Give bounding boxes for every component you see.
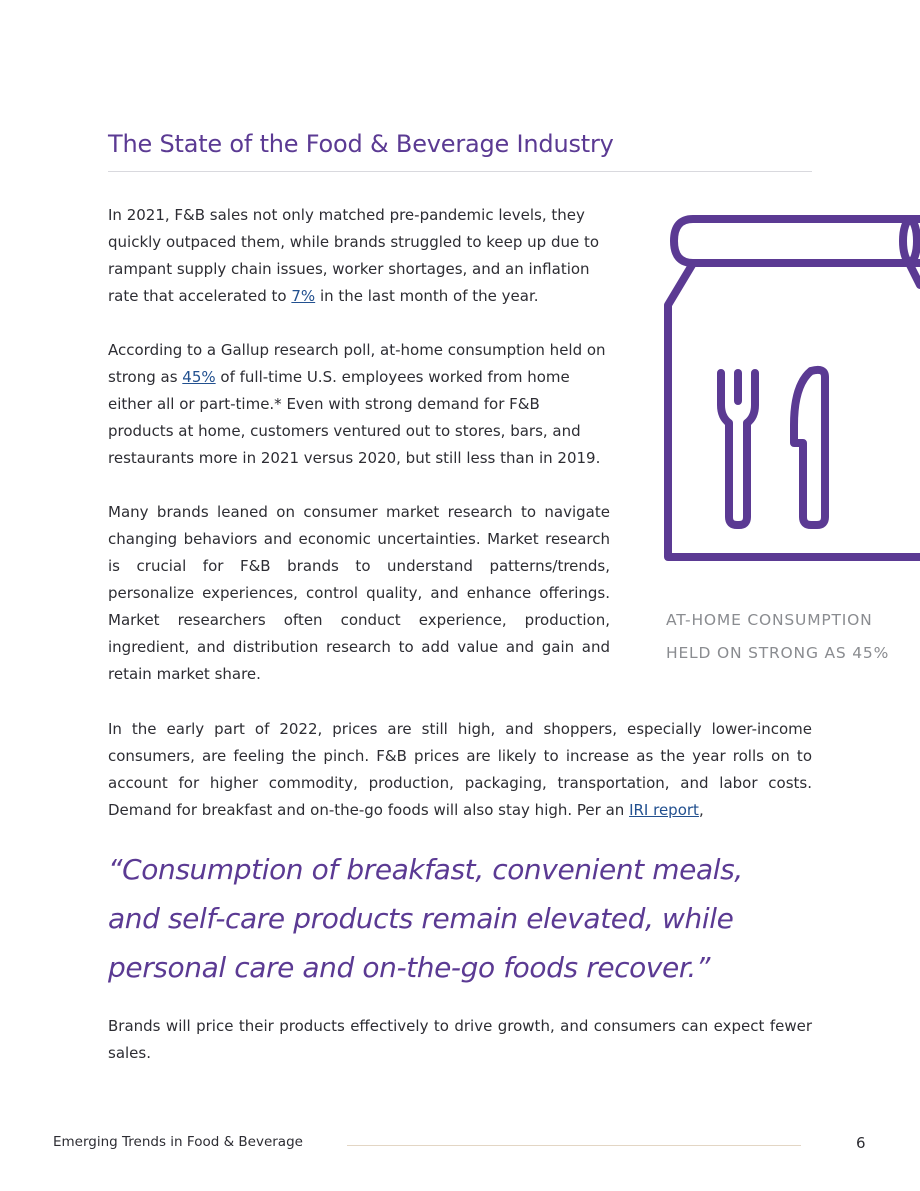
p4-text-before: In the early part of 2022, prices are still high, and shoppers, especially lower-income consumers, are feeling the pinch. F&B prices are likely to increase as the year rolls on to account for higher commodity, production, packaging, transportation, and labor costs. Demand for breakfast and on-the-go foods will also stay high. Per an — [108, 720, 812, 819]
pull-quote: “Consumption of breakfast, convenient meals, and self-care products remain elevated, while personal care and on-the-go foods recover.” — [108, 853, 743, 984]
knife-icon — [794, 370, 825, 525]
page-number: 6 — [856, 1134, 866, 1152]
illustration-caption — [666, 604, 889, 670]
footer-divider — [347, 1145, 801, 1146]
p1-text-before: In 2021, F&B sales not only matched pre-pandemic levels, they quickly outpaced them, while brands struggled to keep up due to rampant supply chain issues, worker shortages, and an inflation rate that accelerated to — [108, 206, 600, 305]
iri-report-link[interactable]: IRI report — [629, 801, 699, 819]
caption-line-1: AT-HOME CONSUMPTION — [666, 611, 873, 629]
p2-text-before: According to a Gallup research poll, at-home consumption held on strong as — [108, 341, 606, 386]
inflation-7-percent-link[interactable]: 7% — [291, 287, 316, 305]
caption-line-2: HELD ON STRONG AS 45% — [666, 644, 890, 662]
paragraph-gallup-poll — [108, 337, 610, 472]
paragraph-sales-2021 — [108, 202, 610, 310]
footer-title: Emerging Trends in Food & Beverage — [53, 1134, 303, 1150]
paragraph-2022-prices — [108, 716, 812, 824]
gallup-45-percent-link[interactable]: 45% — [182, 368, 216, 386]
p1-text-after: in the last month of the year. — [315, 287, 539, 305]
title-divider — [108, 171, 812, 172]
paragraph-market-research: Many brands leaned on consumer market research to navigate changing behaviors and economic uncertainties. Market research is crucial for F&B brands to understand patterns/trends, personalize experiences, control quality, and enhance offerings. Market researchers often conduct experience, production, ingredient, and distribution research to add value and gain and retain market share. — [108, 503, 610, 683]
paragraph-pricing: Brands will price their products effectively to drive growth, and consumers can expect fewer sales. — [108, 1017, 812, 1062]
page-title: The State of the Food & Beverage Industry — [108, 130, 614, 158]
p2-text-after: of full-time U.S. employees worked from home either all or part-time.* Even with strong demand for F&B products at home, customers ventured out to stores, bars, and restaurants more in 2021 versus 2020, but still less than in 2019. — [108, 368, 601, 467]
takeout-bag-icon — [660, 205, 920, 565]
p4-text-after: , — [698, 801, 704, 819]
fork-icon — [721, 373, 755, 525]
